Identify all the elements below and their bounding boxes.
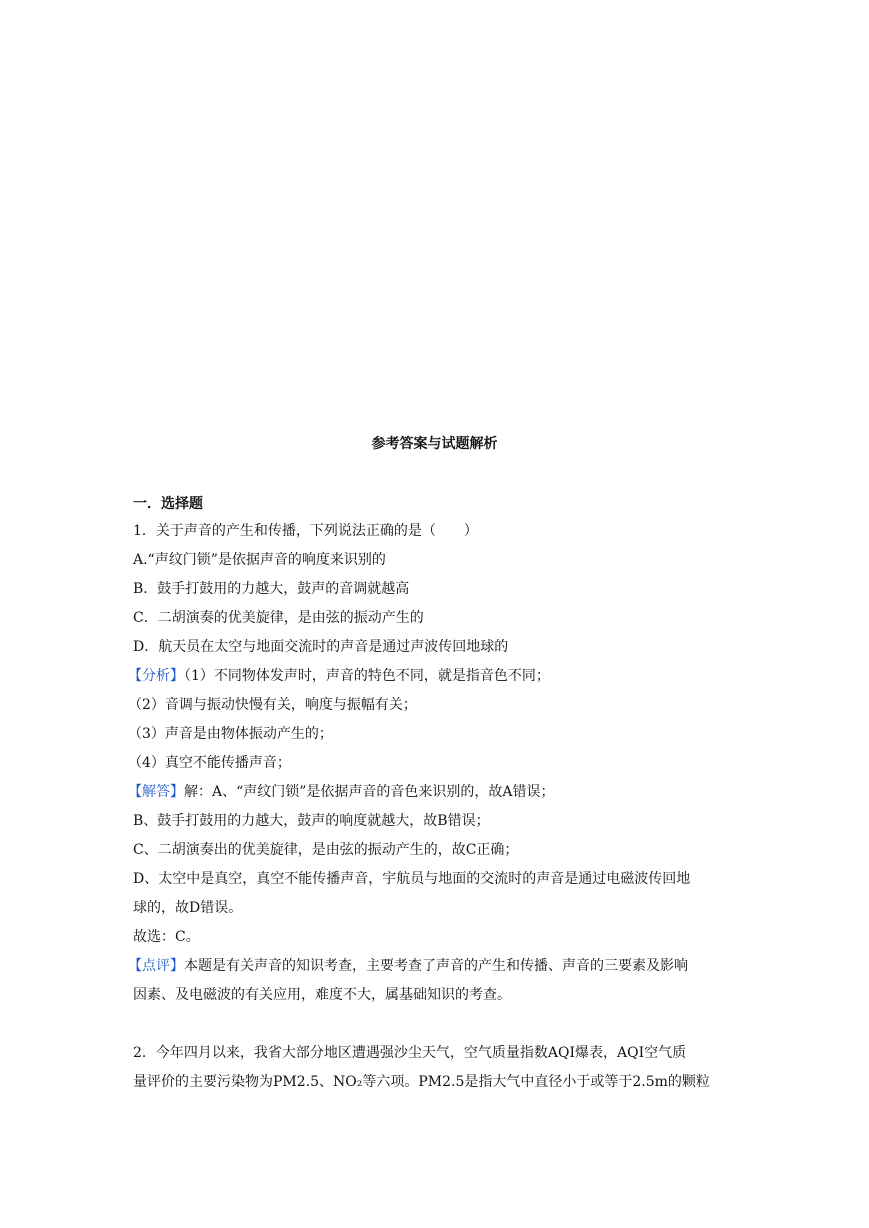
question-2-stem: 2．今年四月以来，我省大部分地区遭遇强沙尘天气，空气质量指数AQI爆表，AQI空气质 [133, 1045, 687, 1061]
solution-line: 球的，故D错误。 [133, 900, 243, 916]
question-1-option-b: B．鼓手打鼓用的力越大，鼓声的音调就越高 [133, 581, 410, 597]
comment-line [128, 956, 688, 976]
question-1-option-d: D．航天员在太空与地面交流时的声音是通过声波传回地球的 [133, 639, 509, 655]
comment-tag: 【点评】 [128, 958, 184, 974]
analysis-line: （3）声音是由物体振动产生的； [128, 726, 333, 742]
solution-line: C、二胡演奏出的优美旋律，是由弦的振动产生的，故C正确； [133, 842, 519, 858]
analysis-line: （4）真空不能传播声音； [128, 755, 291, 771]
question-1-stem: 1．关于声音的产生和传播，下列说法正确的是（ ） [133, 523, 478, 539]
analysis-text: （1）不同物体发声时，声音的特色不同，就是指音色不同； [184, 668, 550, 684]
analysis-line: （2）音调与振动快慢有关，响度与振幅有关； [128, 697, 417, 713]
solution-answer: 故选：C。 [133, 929, 200, 945]
section-heading: 一．选择题 [133, 496, 203, 512]
analysis-line [128, 666, 550, 686]
solution-line: B、鼓手打鼓用的力越大，鼓声的响度就越大，故B错误； [133, 813, 490, 829]
question-1-option-c: C．二胡演奏的优美旋律，是由弦的振动产生的 [133, 610, 424, 626]
analysis-tag: 【分析】 [128, 668, 184, 684]
comment-text: 本题是有关声音的知识考查，主要考查了声音的产生和传播、声音的三要素及影响 [184, 958, 688, 974]
question-2-stem: 量评价的主要污染物为PM2.5、NO₂等六项。PM2.5是指大气中直径小于或等于2.5m的颗粒 [133, 1074, 710, 1090]
solution-text: 解：A、“声纹门锁”是依据声音的音色来识别的，故A错误； [184, 784, 555, 800]
solution-tag: 【解答】 [128, 784, 184, 800]
question-1-option-a: A.“声纹门锁”是依据声音的响度来识别的 [133, 552, 386, 568]
solution-line: D、太空中是真空，真空不能传播声音，宇航员与地面的交流时的声音是通过电磁波传回地 [133, 871, 691, 887]
page-title: 参考答案与试题解析 [371, 436, 498, 452]
solution-line [128, 782, 555, 802]
comment-line: 因素、及电磁波的有关应用，难度不大，属基础知识的考查。 [133, 987, 511, 1003]
